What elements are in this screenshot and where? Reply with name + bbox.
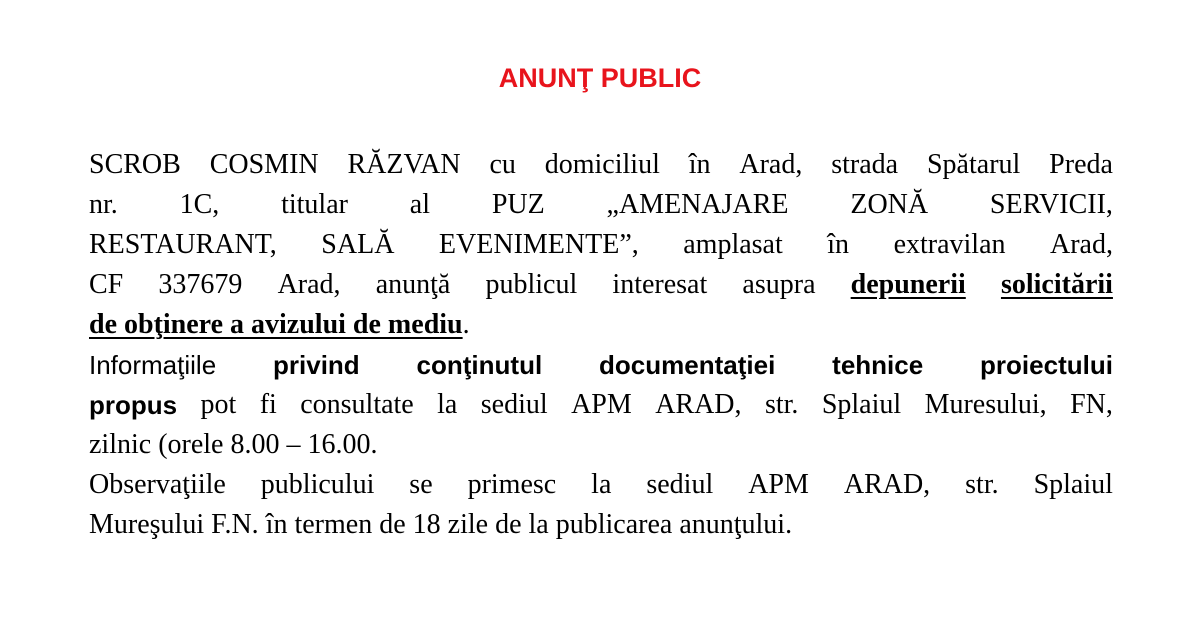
word: 337679 xyxy=(158,269,243,300)
word: Arad, xyxy=(1050,229,1113,260)
word: documentaţiei xyxy=(599,350,776,380)
word: Muresului, xyxy=(924,389,1047,420)
word: fi xyxy=(259,389,277,420)
word: sediul xyxy=(480,389,548,420)
word: str. xyxy=(965,469,999,500)
word: Spătarul xyxy=(926,149,1021,180)
word: de xyxy=(379,509,406,540)
word: SERVICII, xyxy=(989,189,1113,220)
word: publicarea xyxy=(555,509,673,540)
emphasis-phrase: de obţinere a avizului de mediu xyxy=(89,309,463,340)
period: . xyxy=(462,309,470,340)
word: termen xyxy=(294,509,373,540)
word: titular xyxy=(281,189,348,220)
word: (orele xyxy=(158,429,224,460)
word: – xyxy=(286,429,301,460)
word: zilnic xyxy=(89,429,152,460)
word: Observaţiile xyxy=(89,469,226,500)
word: str. xyxy=(764,389,799,420)
paragraph-2-line-1 xyxy=(89,345,1113,385)
word: 1C, xyxy=(179,189,220,220)
paragraph-2-line-3 xyxy=(89,425,1113,465)
word: RESTAURANT, xyxy=(89,229,277,260)
word: APM xyxy=(571,389,632,420)
word: COSMIN xyxy=(209,149,319,180)
word: Splaiul xyxy=(1033,469,1113,500)
word: interesat xyxy=(612,269,708,300)
emphasis-word: solicitării xyxy=(1000,269,1113,300)
word: conţinutul xyxy=(416,350,543,380)
word: ZONĂ xyxy=(850,189,929,220)
paragraph-3-line-2 xyxy=(89,505,1113,545)
word: tehnice xyxy=(832,350,924,380)
word: F.N. xyxy=(211,509,259,540)
word: ARAD, xyxy=(655,389,742,420)
announcement-body xyxy=(89,145,1113,545)
word: 16.00. xyxy=(307,429,378,460)
word: în xyxy=(688,149,711,180)
word: ARAD, xyxy=(843,469,931,500)
word: extravilan xyxy=(893,229,1006,260)
word: publicul xyxy=(485,269,578,300)
word: Splaiul xyxy=(821,389,902,420)
word: SCROB xyxy=(89,149,181,180)
word: SALĂ xyxy=(321,229,395,260)
word: CF xyxy=(89,269,124,300)
word: al xyxy=(409,189,430,220)
word: publicului xyxy=(260,469,375,500)
word: primesc xyxy=(467,469,557,500)
paragraph-1-line-1 xyxy=(89,145,1113,185)
word: strada xyxy=(831,149,899,180)
word: la xyxy=(528,509,549,540)
word: la xyxy=(591,469,612,500)
announcement-title: ANUNŢ PUBLIC xyxy=(498,63,702,93)
word: Preda xyxy=(1049,149,1113,180)
word: propus xyxy=(89,390,178,420)
word: în xyxy=(265,509,288,540)
word: domiciliul xyxy=(544,149,660,180)
word: se xyxy=(409,469,433,500)
word: nr. xyxy=(89,189,118,220)
word: consultate xyxy=(300,389,414,420)
word: Arad, xyxy=(739,149,803,180)
paragraph-3-line-1 xyxy=(89,465,1113,505)
emphasis-word: depunerii xyxy=(850,269,966,300)
word: proiectului xyxy=(980,350,1113,380)
word: Arad, xyxy=(277,269,341,300)
word: Informaţiile xyxy=(89,350,217,380)
paragraph-1-line-5 xyxy=(89,305,1113,345)
word: asupra xyxy=(742,269,816,300)
word: amplasat xyxy=(683,229,783,260)
word: FN, xyxy=(1070,389,1113,420)
word: „AMENAJARE xyxy=(606,189,789,220)
word: APM xyxy=(748,469,809,500)
word: PUZ xyxy=(491,189,545,220)
word: sediul xyxy=(646,469,714,500)
word: cu xyxy=(489,149,516,180)
word: de xyxy=(495,509,522,540)
word: în xyxy=(827,229,850,260)
word: Mureşului xyxy=(89,509,205,540)
paragraph-1-line-3 xyxy=(89,225,1113,265)
paragraph-1-line-2 xyxy=(89,185,1113,225)
word: EVENIMENTE”, xyxy=(438,229,639,260)
word: RĂZVAN xyxy=(347,149,461,180)
word: la xyxy=(437,389,458,420)
paragraph-1-line-4 xyxy=(89,265,1113,305)
word: 18 xyxy=(412,509,441,540)
paragraph-2-line-2 xyxy=(89,385,1113,425)
word: 8.00 xyxy=(230,429,280,460)
word: anunţă xyxy=(375,269,451,300)
word: privind xyxy=(273,350,360,380)
word: pot xyxy=(200,389,237,420)
word: zile xyxy=(447,509,489,540)
word: anunţului. xyxy=(679,509,793,540)
